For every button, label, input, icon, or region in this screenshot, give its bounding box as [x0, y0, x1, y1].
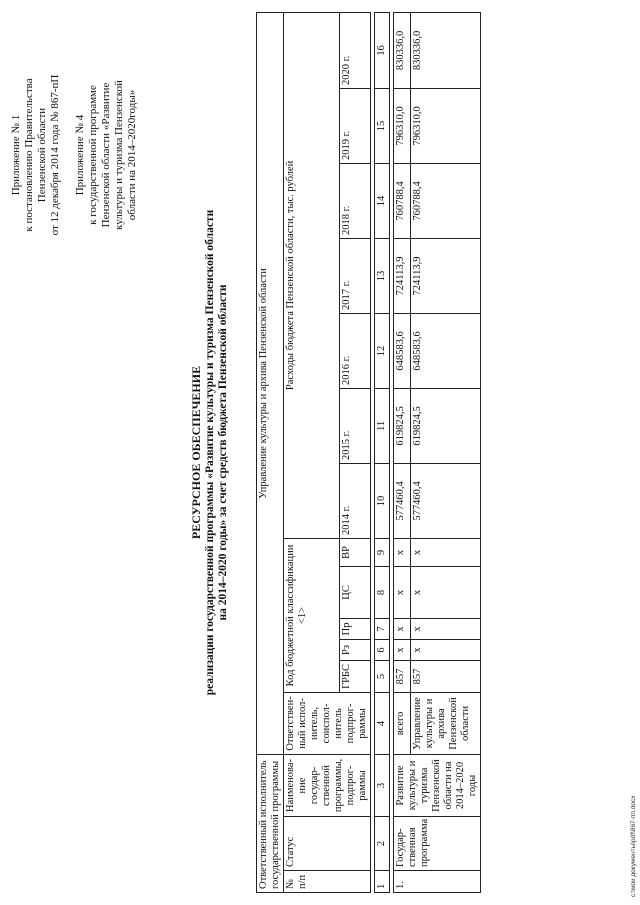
- appendix-line: области на 2014–2020годы»: [126, 89, 138, 221]
- row-executor: всего: [394, 692, 411, 754]
- heading-title: РЕСУРСНОЕ ОБЕСПЕЧЕНИЕ: [189, 365, 203, 540]
- heading-subtitle: на 2014–2020 годы» за счет средств бюджета Пензенской области: [217, 284, 229, 621]
- row-value: 648583,6: [394, 313, 411, 388]
- row-rz: х: [410, 639, 480, 660]
- row-value: 796310,0: [394, 88, 411, 163]
- row-value: 724113,9: [410, 238, 480, 313]
- col-header-grbs: ГРБС: [339, 660, 370, 692]
- row-grbs: 857: [410, 660, 480, 692]
- row-executor: Управление культуры и архива Пензенской области: [410, 692, 480, 754]
- column-number-row: [375, 12, 390, 892]
- appendix-line: Пензенской области: [36, 107, 48, 203]
- column-number: 15: [375, 88, 390, 163]
- col-header-year: 2015 г.: [339, 388, 370, 463]
- column-number: 7: [375, 618, 390, 639]
- col-header-kbk: Код бюджетной классификации <1>: [284, 538, 340, 692]
- col-header-executor: Ответствен-ный испол-нитель, соиспол-нитель подпрог-раммы: [284, 692, 371, 754]
- heading-subtitle: реализации государственной программы «Развитие культуры и туризма Пензенской области: [204, 209, 216, 696]
- col-header-cs: ЦС: [339, 566, 370, 618]
- row-value: 724113,9: [394, 238, 411, 313]
- document-heading: [190, 80, 230, 825]
- row-number: 1.: [394, 871, 481, 893]
- row-value: 648583,6: [410, 313, 480, 388]
- col-header-vr: ВР: [339, 538, 370, 566]
- appendix-block: [10, 35, 139, 275]
- responsible-label: Ответственный исполнитель государственной программы: [257, 754, 284, 892]
- table-row: [394, 12, 411, 892]
- row-value: 619824,5: [394, 388, 411, 463]
- column-number: 6: [375, 639, 390, 660]
- column-number: 14: [375, 163, 390, 238]
- row-value: 830336,0: [394, 12, 411, 88]
- col-header-year: 2016 г.: [339, 313, 370, 388]
- row-program-name: Развитие культуры и туризма Пензенской области на 2014–2020 годы: [394, 754, 481, 816]
- col-header-status: Статус: [284, 817, 371, 871]
- row-grbs: 857: [394, 660, 411, 692]
- appendix-line: Приложение № 4: [74, 114, 86, 196]
- row-pr: х: [410, 618, 480, 639]
- row-cs: х: [410, 566, 480, 618]
- col-header-year: 2019 г.: [339, 88, 370, 163]
- responsible-row: [257, 12, 284, 892]
- col-header-year: 2014 г.: [339, 463, 370, 538]
- appendix-line: к государственной программе: [87, 85, 99, 225]
- col-header-year: 2018 г.: [339, 163, 370, 238]
- col-header-pr: Пр: [339, 618, 370, 639]
- column-number: 3: [375, 754, 390, 816]
- row-value: 577460,4: [410, 463, 480, 538]
- column-number: 12: [375, 313, 390, 388]
- col-header-year: 2017 г.: [339, 238, 370, 313]
- col-header-year: 2020 г.: [339, 12, 370, 88]
- column-number: 9: [375, 538, 390, 566]
- row-status: Государ-ственная программа: [394, 817, 481, 871]
- row-value: 619824,5: [410, 388, 480, 463]
- col-header-name: Наименова-ние государ-ственной программы, подпрог-раммы: [284, 754, 371, 816]
- appendix-line: Приложение № 1: [10, 114, 22, 196]
- row-value: 760788,4: [394, 163, 411, 238]
- appendix-line: от 12 декабря 2014 года № 867-пП: [49, 74, 61, 236]
- column-number: 13: [375, 238, 390, 313]
- column-number: 2: [375, 817, 390, 871]
- row-vr: х: [394, 538, 411, 566]
- responsible-value: Управление культуры и архива Пензенской области: [257, 12, 284, 754]
- row-rz: х: [394, 639, 411, 660]
- column-number: 1: [375, 871, 390, 893]
- row-cs: х: [394, 566, 411, 618]
- row-value: 577460,4: [394, 463, 411, 538]
- file-path-footer: c:\мои документы\pdf\867-пп.docx: [630, 795, 637, 897]
- col-header-expenses: Расходы бюджета Пензенской области, тыс. рублей: [284, 12, 340, 538]
- row-pr: х: [394, 618, 411, 639]
- row-value: 760788,4: [410, 163, 480, 238]
- row-value: 830336,0: [410, 12, 480, 88]
- column-number: 10: [375, 463, 390, 538]
- col-header-num: № п/п: [284, 871, 371, 893]
- appendix-line: культуры и туризма Пензенской: [113, 80, 125, 230]
- header-row: [284, 12, 340, 892]
- column-number: 4: [375, 692, 390, 754]
- column-number: 16: [375, 12, 390, 88]
- row-value: 796310,0: [410, 88, 480, 163]
- col-header-rz: Рз: [339, 639, 370, 660]
- row-vr: х: [410, 538, 480, 566]
- column-number: 11: [375, 388, 390, 463]
- resource-table: [256, 12, 481, 893]
- column-number: 8: [375, 566, 390, 618]
- column-number: 5: [375, 660, 390, 692]
- appendix-line: Пензенской области «Развитие: [100, 82, 112, 228]
- appendix-line: к постановлению Правительства: [23, 78, 35, 232]
